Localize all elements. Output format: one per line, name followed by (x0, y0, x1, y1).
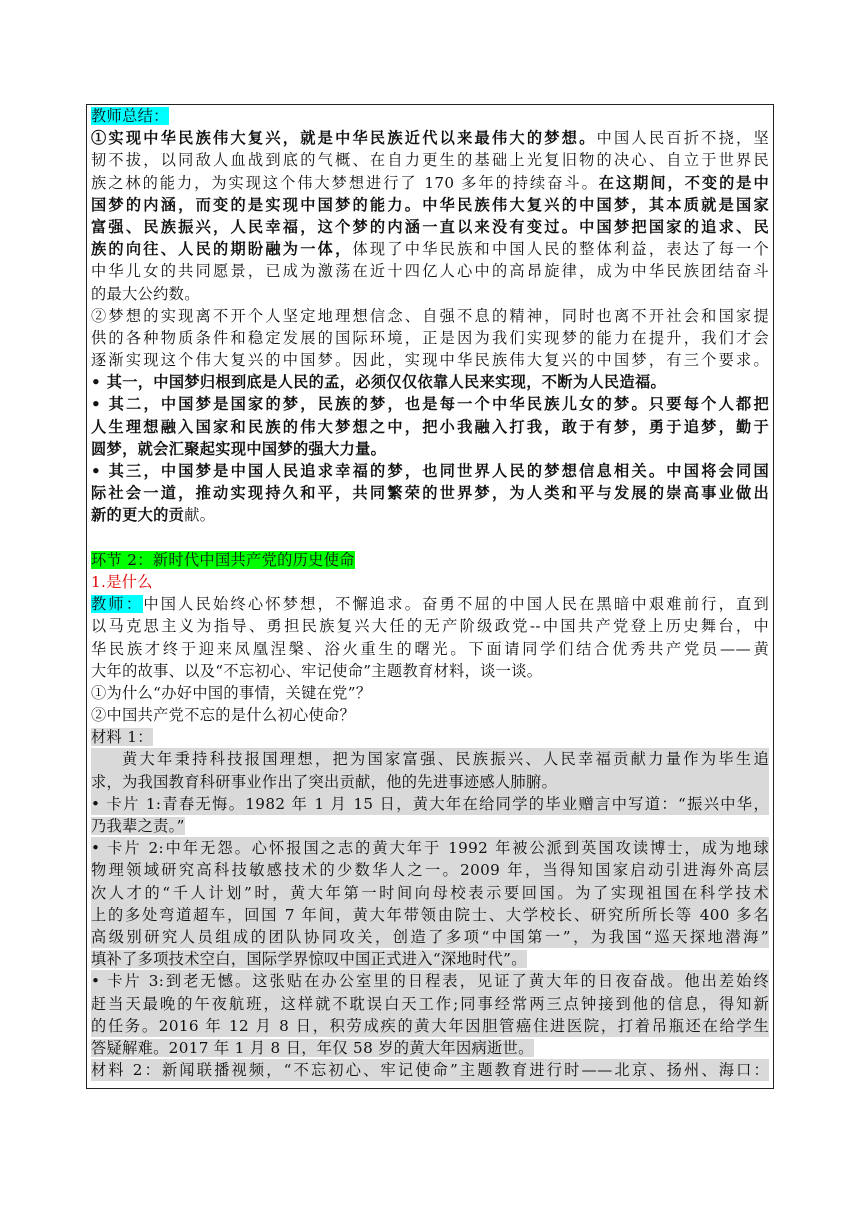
card3-line3: 的任务。2016 年 12 月 8 日，积劳成疾的黄大年因胆管癌住进医院，打着吊瓶还在给学生 (91, 1015, 769, 1037)
summary-p1-text: 族之林的能力，为实现这个伟大梦想进行了 170 多年的持续奋斗。 (91, 173, 599, 192)
card2-line5: 高级别研究人员组成的团队协同攻关，创造了多项“中国第一”，为我国“巡天探地潜海” (91, 926, 769, 948)
summary-p1-line7: 中华儿女的共同愿景，已成为激荡在近十四亿人心中的高昂旋律，成为中华民族团结奋斗 (91, 262, 769, 281)
card3-line4: 答疑解难。2017 年 1 月 8 日，年仅 58 岁的黄大年因病逝世。 (91, 1038, 534, 1057)
summary-p1-bold: 在这期间，不变的是中 (598, 173, 769, 192)
summary-p1-line1 (91, 127, 769, 149)
card1-line1: • 卡片 1:青春无悔。1982 年 1 月 15 日，黄大年在给同学的毕业赠言中写道：“振兴中华， (91, 793, 769, 815)
teacher-line4: 大年的故事、以及“不忘初心、牢记使命”主题教育材料，谈一谈。 (91, 661, 543, 680)
cell-content (91, 105, 769, 1081)
requirement-2-line1: • 其二，中国梦是国家的梦，民族的梦，也是每一个中华民族儿女的梦。只要每个人都把 (91, 395, 769, 414)
teacher-label: 教师： (91, 595, 144, 614)
card2-line6: 填补了多项技术空白，国际学界惊叹中国正式进入“深地时代”。 (91, 950, 527, 969)
summary-p1-line5: 富强、民族振兴，人民幸福，这个梦的内涵一直以来没有变过。中国梦把国家的追求、民 (91, 217, 769, 236)
requirement-2-line3: 圆梦，就会汇聚起实现中国梦的强大力量。 (91, 439, 387, 458)
card2-line6-wrap (91, 948, 769, 970)
requirement-3-line1: • 其三，中国梦是中国人民追求幸福的梦，也同世界人民的梦想信息相关。中国将会同国 (91, 462, 769, 480)
material1-label-line (91, 726, 769, 748)
card2-line1: • 卡片 2:中年无怨。心怀报国之志的黄大年于 1992 年被公派到英国攻读博士，成为地球 (91, 837, 769, 859)
document-table-cell (86, 104, 774, 1089)
requirement-3-line3 (91, 504, 769, 526)
card3-line4-wrap (91, 1037, 769, 1059)
requirement-3-line2: 际社会一道，推动实现持久和平，共同繁荣的世界梦，为人类和平与发展的崇高事业做出 (91, 484, 769, 503)
summary-label-line (91, 105, 769, 127)
summary-p1-text: 中国人民百折不挠，坚 (596, 129, 769, 148)
summary-p1-line4: 国梦的内涵，而变的是实现中国梦的能力。中华民族伟大复兴的中国梦，其本质就是国家 (91, 195, 769, 214)
card3-line1: • 卡片 3:到老无憾。这张贴在办公室里的日程表，见证了黄大年的日夜奋战。他出差始终 (91, 970, 769, 992)
requirement-1: • 其一，中国梦归根到底是人民的孟，必须仅仅依靠人民来实现，不断为人民造福。 (91, 373, 667, 392)
teacher-line2: 以马克思主义为指导、勇担民族复兴大任的无产阶级政党--中国共产党登上历史舞台，中 (91, 617, 769, 636)
section2-title: 环节 2：新时代中国共产党的历史使命 (91, 550, 355, 569)
blank-line (91, 527, 769, 549)
card3-line2: 赶当天最晚的午夜航班，这样就不耽误白天工作;同事经常两三点钟接到他的信息，得知新 (91, 993, 769, 1015)
summary-p1-line6 (91, 238, 769, 260)
material1-intro-line1: 黄大年秉持科技报国理想，把为国家富强、民族振兴、人民幸福贡献力量作为毕生追 (91, 748, 769, 770)
section2-subtitle: 1.是什么 (91, 572, 153, 591)
card1-line2-wrap (91, 815, 769, 837)
summary-p2-line1: ②梦想的实现离不开个人坚定地理想信念、自强不息的精神，同时也离不开社会和国家提 (91, 306, 769, 325)
card2-line2: 物理领域研究高科技敏感技术的少数华人之一。2009 年，当得知国家启动引进海外高层 (91, 859, 769, 881)
teacher-text: 中国人民始终心怀梦想，不懈追求。奋勇不屈的中国人民在黑暗中艰难前行，直到 (143, 595, 769, 614)
teacher-line1 (91, 593, 769, 615)
summary-p2-line3: 逐渐实现这个伟大复兴的中国梦。因此，实现中华民族伟大复兴的中国梦，有三个要求。 (91, 351, 769, 370)
summary-p1-bold: 族的向往、人民的期盼融为一体， (91, 240, 353, 259)
material1-label: 材料 1： (91, 728, 153, 747)
card1-line2: 乃我辈之责。” (91, 817, 185, 835)
question-2: ②中国共产党不忘的是什么初心使命？ (91, 706, 356, 725)
requirement-3-text: 献。 (184, 506, 216, 525)
question-1: ①为什么“办好中国的事情，关键在党”？ (91, 683, 372, 702)
summary-p1-text: 体现了中华民族和中国人民的整体利益，表达了每一个 (352, 240, 769, 259)
requirement-3-bold: 新的更大的贡 (91, 506, 185, 525)
summary-label: 教师总结： (91, 107, 169, 125)
card2-line4: 上的多处弯道超车，回国 7 年间，黄大年带领由院士、大学校长、研究所所长等 400 多名 (91, 904, 769, 926)
summary-p1-line3 (91, 172, 769, 194)
material2-line: 材料 2：新闻联播视频，“不忘初心、牢记使命”主题教育进行时——北京、扬州、海口： (91, 1059, 769, 1081)
material1-intro-line2: 求，为我国教育科研事业作出了突出贡献，他的先进事迹感人肺腑。 (91, 771, 769, 793)
summary-p1-line2: 韧不拔，以同敌人血战到底的气概、在自力更生的基础上光复旧物的决心、自立于世界民 (91, 151, 769, 170)
requirement-2-line2: 人生理想融入国家和民族的伟大梦想之中，把小我融入打我，敢于有梦，勇于追梦，勤于 (91, 417, 769, 436)
summary-p1-bold: ①实现中华民族伟大复兴，就是中华民族近代以来最伟大的梦想。 (91, 129, 597, 148)
summary-p2-line2: 供的各种物质条件和稳定发展的国际环境，正是因为我们实现梦的能力在提升，我们才会 (91, 328, 769, 347)
section2-title-line (91, 549, 769, 571)
teacher-line3: 华民族才终于迎来凤凰涅槃、浴火重生的曙光。下面请同学们结合优秀共产党员——黄 (91, 639, 769, 658)
card2-line3: 次人才的“千人计划”时，黄大年第一时间向母校表示要回国。为了实现祖国在科学技术 (91, 882, 769, 904)
summary-p1-line8: 的最大公约数。 (91, 284, 200, 303)
